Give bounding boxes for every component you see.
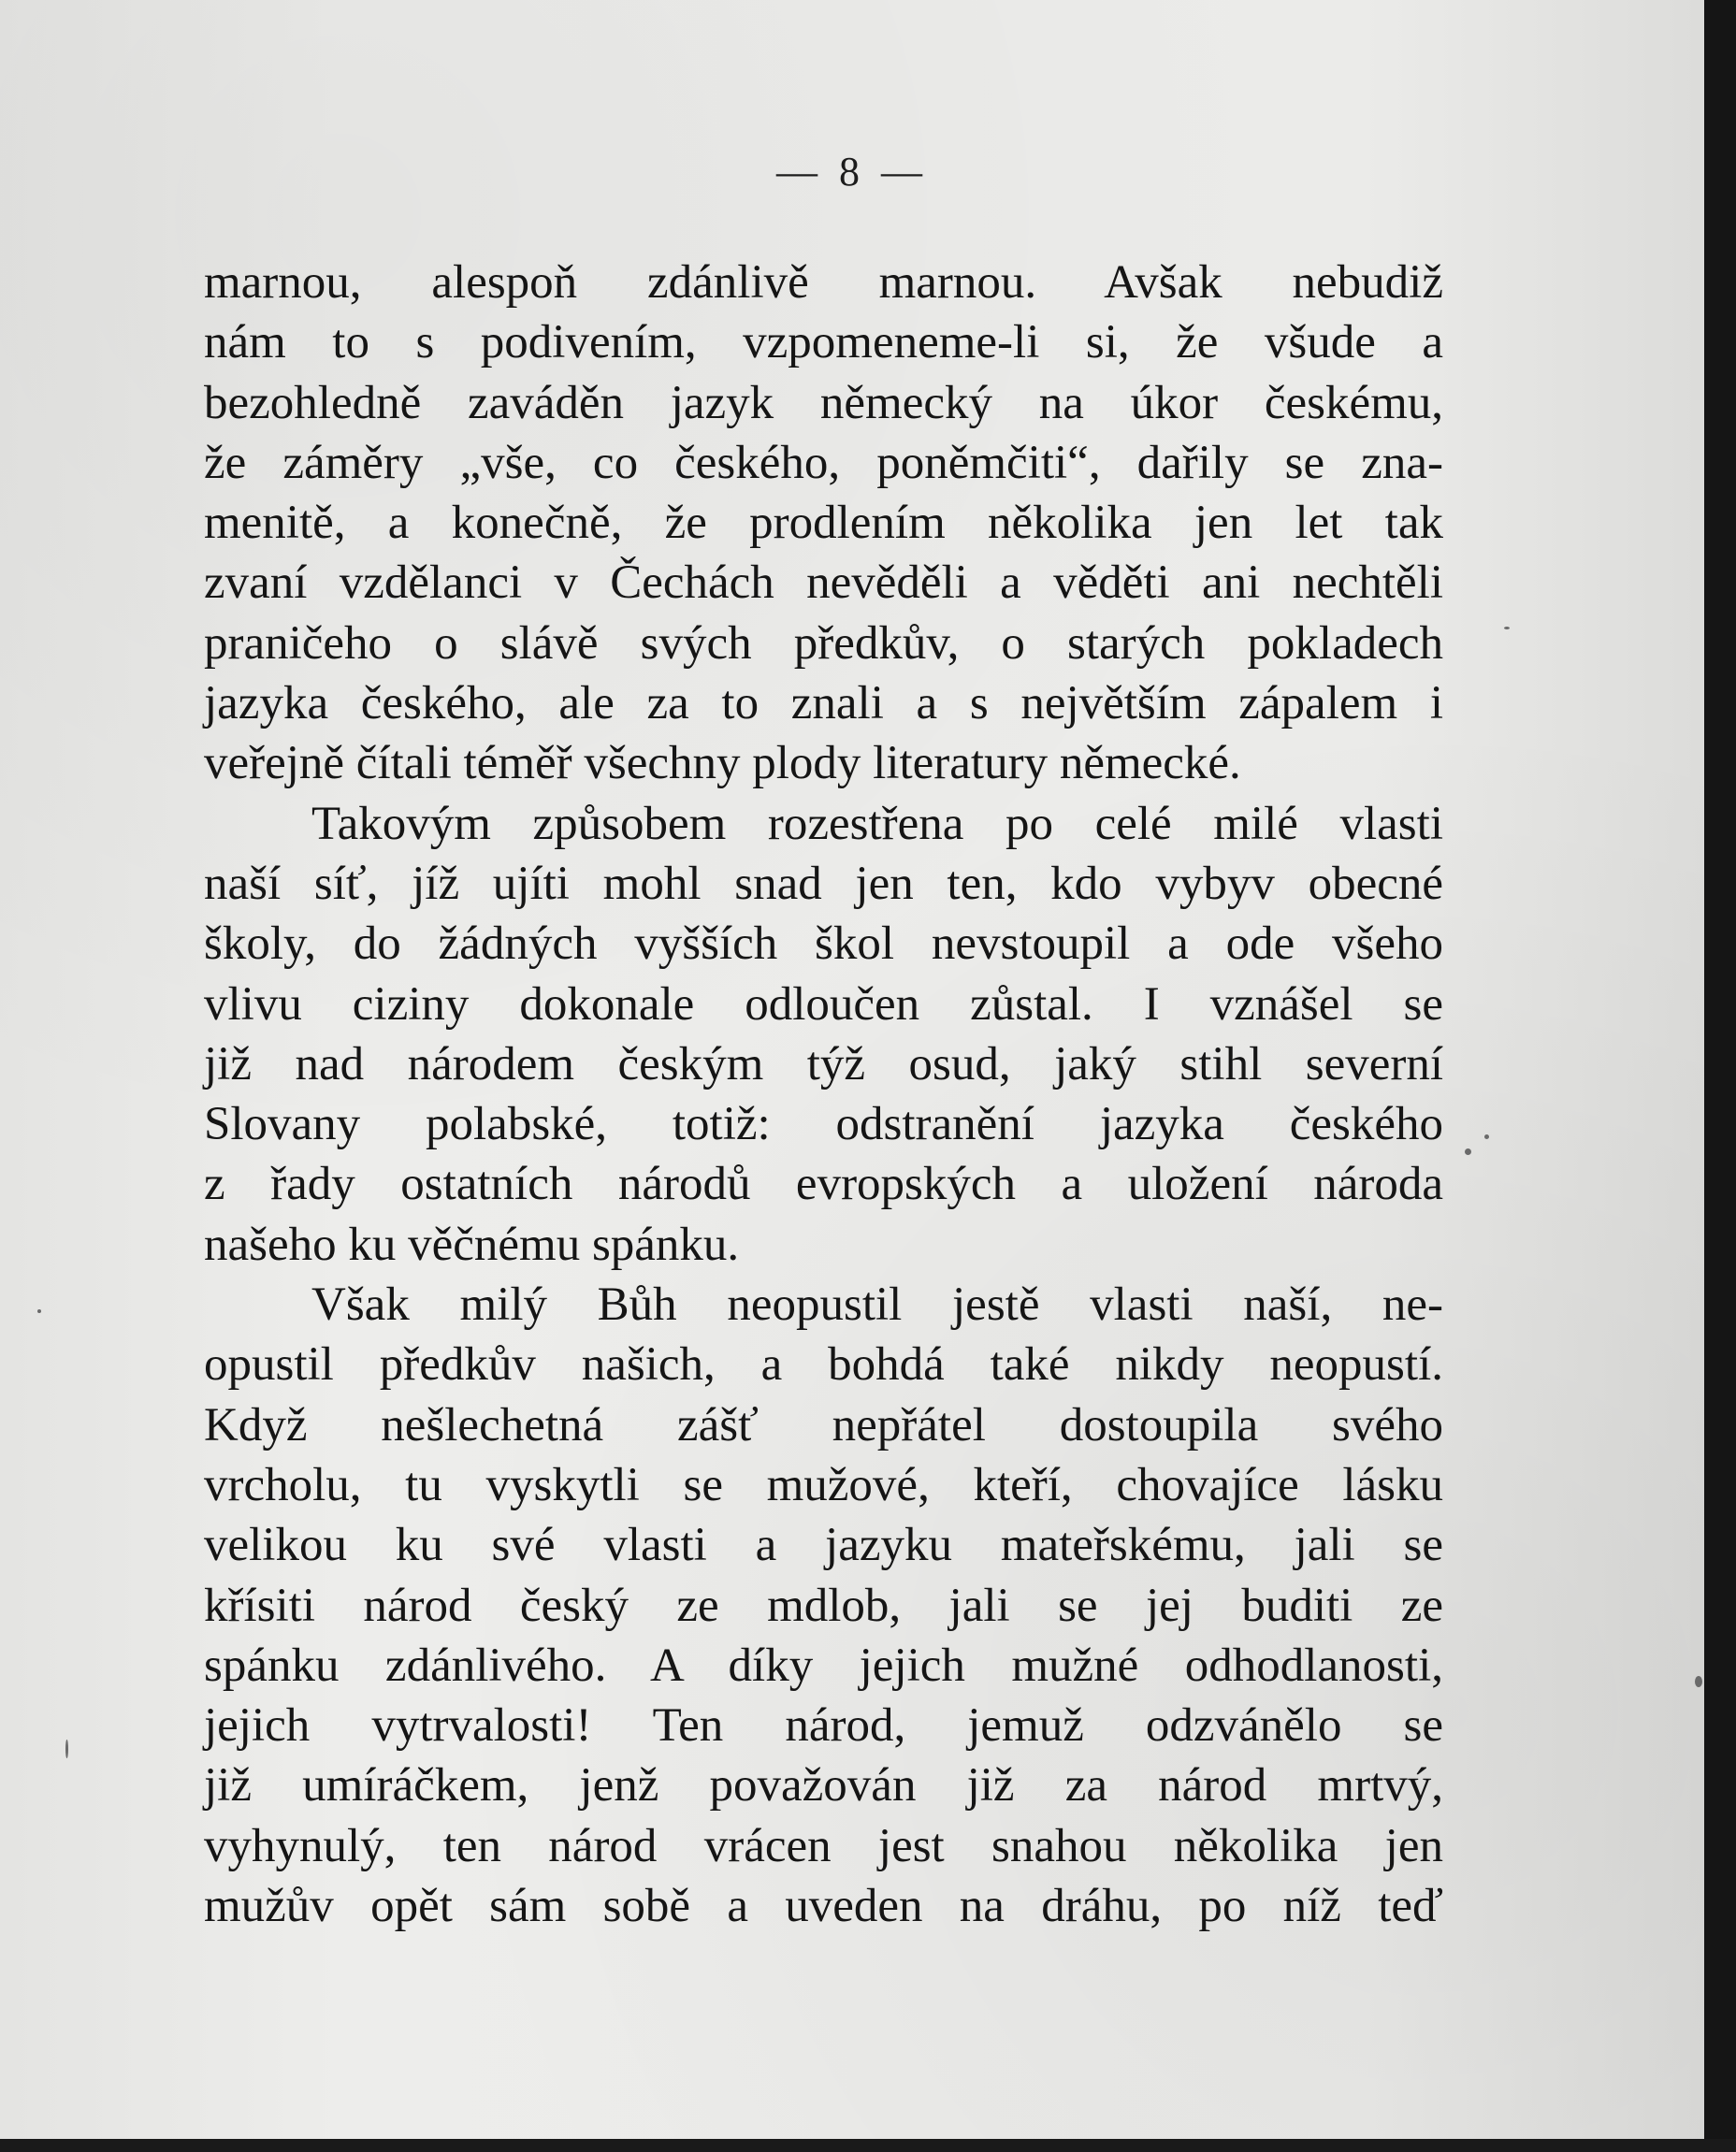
text-line: nám to s podivením, vzpomeneme-li si, že všude a <box>204 316 1443 369</box>
ink-speck <box>1695 1676 1702 1687</box>
text-line: praničeho o slávě svých předkův, o starých pokladech <box>204 616 1443 670</box>
text-line: vlivu ciziny dokonale odloučen zůstal. I vznášel se <box>204 977 1443 1031</box>
text-line: opustil předkův našich, a bohdá také nikdy neopustí. <box>204 1338 1443 1392</box>
text-line: že záměry „vše, co českého, poněmčiti“, dařily se zna- <box>204 436 1443 489</box>
text-line: Slovany polabské, totiž: odstranění jazyka českého <box>204 1098 1443 1151</box>
scan-border-right <box>1704 0 1736 2152</box>
text-line: vyhynulý, ten národ vrácen jest snahou několika jen <box>204 1819 1443 1872</box>
text-line: marnou, alespoň zdánlivě marnou. Avšak nebudiž <box>204 256 1443 309</box>
text-line: školy, do žádných vyšších škol nevstoupil a ode všeho <box>204 917 1443 971</box>
text-line: již umíráčkem, jenž považován již za národ mrtvý, <box>204 1759 1443 1813</box>
ink-speck <box>65 1740 68 1758</box>
text-line: Když nešlechetná zášť nepřátel dostoupila svého <box>204 1398 1443 1452</box>
text-line: veřejně čítali téměř všechny plody literatury německé. <box>204 737 1241 790</box>
text-line: zvaní vzdělanci v Čechách nevěděli a věděti ani nechtěli <box>204 556 1443 610</box>
text-line: bezohledně zaváděn jazyk německý na úkor českému, <box>204 376 1443 429</box>
page-number: — 8 — <box>776 149 928 195</box>
text-line: naší síť, jíž ujíti mohl snad jen ten, kdo vybyv obecné <box>204 857 1443 910</box>
text-line: jejich vytrvalosti! Ten národ, jemuž odzvánělo se <box>204 1699 1443 1753</box>
text-line: spánku zdánlivého. A díky jejich mužné odhodlanosti, <box>204 1639 1443 1692</box>
text-line: Takovým způsobem rozestřena po celé milé vlasti <box>311 797 1443 850</box>
body-text <box>204 253 1443 1936</box>
text-line: našeho ku věčnému spánku. <box>204 1218 740 1271</box>
ink-speck <box>1504 627 1510 629</box>
text-line: již nad národem českým týž osud, jaký stihl severní <box>204 1037 1443 1090</box>
ink-speck <box>1465 1148 1471 1155</box>
ink-speck <box>1484 1134 1489 1139</box>
text-line: z řady ostatních národů evropských a uložení národa <box>204 1158 1443 1211</box>
text-line: menitě, a konečně, že prodlením několika jen let tak <box>204 497 1443 550</box>
text-line: velikou ku své vlasti a jazyku mateřskému, jali se <box>204 1519 1443 1572</box>
text-line: křísiti národ český ze mdlob, jali se jej buditi ze <box>204 1579 1443 1632</box>
ink-speck <box>37 1309 41 1313</box>
text-line: mužův opět sám sobě a uveden na dráhu, po níž teď <box>204 1880 1443 1933</box>
text-line: vrcholu, tu vyskytli se mužové, kteří, chovajíce lásku <box>204 1458 1443 1511</box>
text-line: Však milý Bůh neopustil jestě vlasti naší, ne- <box>311 1278 1443 1332</box>
text-line: jazyka českého, ale za to znali a s největším zápalem i <box>204 677 1443 730</box>
scan-border-bottom <box>0 2139 1736 2152</box>
